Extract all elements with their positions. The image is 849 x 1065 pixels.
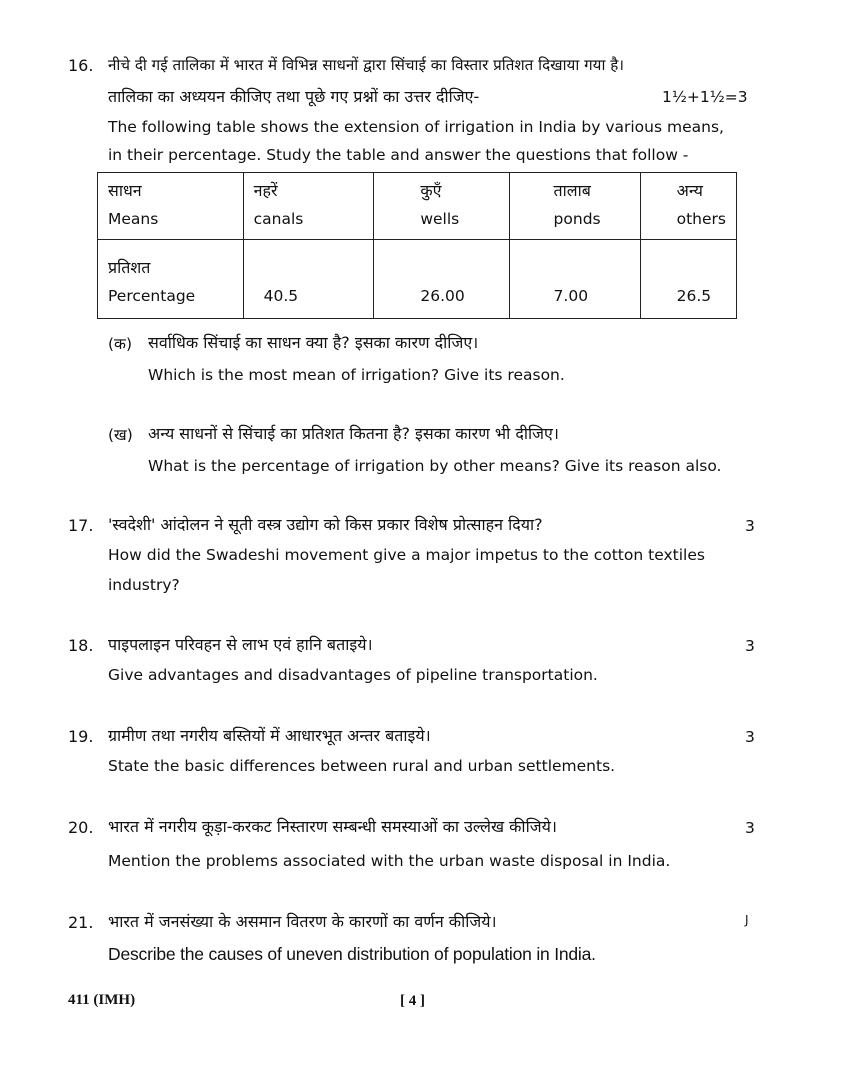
q18-hindi: पाइपलाइन परिवहन से लाभ एवं हानि बताइये। (108, 635, 373, 654)
q16-hindi-line-2: तालिका का अध्ययन कीजिए तथा पूछे गए प्रश्नों का उत्तर दीजिए- (108, 87, 480, 106)
q17-marks: 3 (745, 517, 755, 535)
q20-marks: 3 (745, 819, 755, 837)
q21-hindi: भारत में जनसंख्या के असमान वितरण के कारणों का वर्णन कीजिये। (108, 912, 497, 931)
header-hindi-wells: कुएँ (420, 181, 442, 200)
irrigation-table (97, 172, 737, 319)
q16b-hindi: अन्य साधनों से सिंचाई का प्रतिशत कितना है? इसका कारण भी दीजिए। (148, 424, 559, 443)
paper-code: 411 (IMH) (68, 992, 136, 1008)
q16b-label: (ख) (108, 426, 133, 444)
q17-english-line-2: industry? (108, 576, 180, 594)
q16-english-line-2: in their percentage. Study the table and answer the questions that follow - (108, 146, 689, 164)
header-hindi-canals: नहरें (253, 181, 278, 200)
table-row (98, 240, 737, 319)
q16-hindi-line-1: नीचे दी गई तालिका में भारत में विभिन्न साधनों द्वारा सिंचाई का विस्तार प्रतिशत दिखाया गया है। (108, 56, 625, 74)
table-cell (374, 240, 509, 319)
q18-marks: 3 (745, 637, 755, 655)
row-label-english: Percentage (108, 287, 196, 305)
q17-number: 17. (68, 516, 94, 535)
q16-english-line-1: The following table shows the extension of irrigation in India by various means, (108, 118, 724, 136)
table-cell (243, 240, 374, 319)
q21-number: 21. (68, 913, 94, 932)
value-others: 26.5 (676, 287, 712, 305)
q20-number: 20. (68, 818, 94, 837)
q18-number: 18. (68, 636, 94, 655)
q19-hindi: ग्रामीण तथा नगरीय बस्तियों में आधारभूत अन्तर बताइये। (108, 726, 431, 745)
q17-hindi: 'स्वदेशी' आंदोलन ने सूती वस्त्र उद्योग को किस प्रकार विशेष प्रोत्साहन दिया? (108, 515, 543, 534)
q16a-english: Which is the most mean of irrigation? Give its reason. (148, 366, 565, 384)
q16a-label: (क) (108, 335, 132, 353)
q16-marks: 1½+1½=3 (662, 88, 748, 106)
table-header-row (98, 173, 737, 240)
header-hindi-means: साधन (108, 181, 142, 200)
header-english-wells: wells (420, 210, 460, 228)
table-header-cell (509, 173, 640, 240)
q20-hindi: भारत में नगरीय कूड़ा-करकट निस्तारण सम्बन्धी समस्याओं का उल्लेख कीजिये। (108, 817, 557, 836)
header-english-others: others (676, 210, 726, 228)
q20-english: Mention the problems associated with the urban waste disposal in India. (108, 852, 671, 870)
header-hindi-others: अन्य (676, 181, 703, 200)
table-row-label-cell (98, 240, 244, 319)
q16b-english: What is the percentage of irrigation by other means? Give its reason also. (148, 457, 722, 475)
q19-marks: 3 (745, 728, 755, 746)
q21-marks: J (745, 913, 749, 927)
q16a-hindi: सर्वाधिक सिंचाई का साधन क्या है? इसका कारण दीजिए। (148, 333, 479, 352)
value-ponds: 7.00 (553, 287, 589, 305)
table-header-cell (98, 173, 244, 240)
q19-number: 19. (68, 727, 94, 746)
value-wells: 26.00 (420, 287, 465, 305)
header-english-ponds: ponds (553, 210, 601, 228)
q16-number: 16. (68, 56, 94, 75)
q21-english: Describe the causes of uneven distribution of population in India. (108, 944, 596, 964)
table-cell (640, 240, 736, 319)
table-header-cell (243, 173, 374, 240)
header-hindi-ponds: तालाब (553, 181, 591, 200)
table-header-cell (374, 173, 509, 240)
table-header-cell (640, 173, 736, 240)
q19-english: State the basic differences between rural and urban settlements. (108, 757, 616, 775)
row-label-hindi: प्रतिशत (108, 258, 151, 277)
value-canals: 40.5 (263, 287, 299, 305)
header-english-canals: canals (253, 210, 304, 228)
page-number: [ 4 ] (400, 993, 425, 1009)
q17-english-line-1: How did the Swadeshi movement give a major impetus to the cotton textiles (108, 546, 705, 564)
header-english-means: Means (108, 210, 159, 228)
q18-english: Give advantages and disadvantages of pipeline transportation. (108, 666, 598, 684)
table-cell (509, 240, 640, 319)
